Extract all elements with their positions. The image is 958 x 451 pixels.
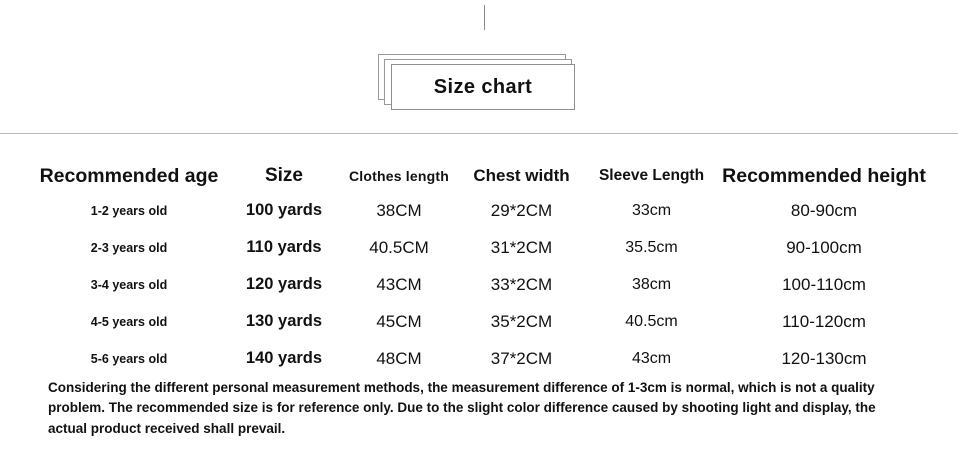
cell-sleeve: 43cm xyxy=(631,349,672,367)
page-title: Size chart xyxy=(433,75,533,98)
cell-height: 80-90cm xyxy=(790,200,858,220)
cell-length: 40.5CM xyxy=(369,237,429,257)
cell-length: 45CM xyxy=(376,311,422,331)
cell-length: 48CM xyxy=(376,348,422,368)
cell-size: 100 yards xyxy=(245,201,323,219)
cell-age: 3-4 years old xyxy=(90,277,168,292)
table-row xyxy=(29,303,929,340)
cell-size: 140 yards xyxy=(245,349,323,367)
column-header-sleeve-length: Sleeve Length xyxy=(598,167,705,184)
cell-length: 43CM xyxy=(376,274,422,294)
cell-height: 120-130cm xyxy=(781,348,867,368)
column-header-recommended-height: Recommended height xyxy=(722,164,926,187)
cell-chest: 29*2CM xyxy=(490,200,553,220)
cell-size: 120 yards xyxy=(245,275,323,293)
column-header-size: Size xyxy=(264,165,304,186)
table-row xyxy=(29,340,929,377)
cell-height: 110-120cm xyxy=(782,311,866,331)
cell-age: 2-3 years old xyxy=(90,240,168,255)
cell-sleeve: 33cm xyxy=(631,201,672,219)
column-header-clothes-length: Clothes length xyxy=(348,168,450,184)
cell-chest: 35*2CM xyxy=(490,311,553,331)
table-row xyxy=(29,266,929,303)
table-row xyxy=(29,192,929,229)
cell-chest: 37*2CM xyxy=(490,348,553,368)
table-row xyxy=(29,229,929,266)
size-table-container xyxy=(0,160,958,377)
cell-age: 4-5 years old xyxy=(90,314,168,329)
title-card-stack xyxy=(378,54,574,108)
cell-height: 100-110cm xyxy=(782,274,866,294)
cell-height: 90-100cm xyxy=(786,237,862,257)
cell-age: 1-2 years old xyxy=(90,203,168,218)
cell-sleeve: 38cm xyxy=(631,275,672,293)
header-divider xyxy=(0,133,958,134)
cell-size: 110 yards xyxy=(246,238,322,256)
cell-sleeve: 40.5cm xyxy=(625,312,678,330)
table-header-row xyxy=(29,160,929,192)
column-header-recommended-age: Recommended age xyxy=(39,164,219,187)
cell-chest: 31*2CM xyxy=(490,237,553,257)
disclaimer-note: Considering the different personal measurement methods, the measurement difference of 1-3cm is normal, which is not a quality problem. The recommended size is for reference only. Due to the slight color difference caused by shooting light and display, the actual product received shall prevail. xyxy=(48,380,876,436)
cell-chest: 33*2CM xyxy=(490,274,553,294)
cell-size: 130 yards xyxy=(245,312,323,330)
table-header xyxy=(29,160,929,192)
cell-sleeve: 35.5cm xyxy=(625,238,678,256)
table-body xyxy=(29,192,929,377)
size-table xyxy=(29,160,929,377)
tick-mark-icon xyxy=(484,5,485,30)
cell-length: 38CM xyxy=(376,200,422,220)
column-header-chest-width: Chest width xyxy=(473,166,570,185)
cell-age: 5-6 years old xyxy=(90,351,168,366)
title-card xyxy=(391,64,575,110)
header xyxy=(0,0,958,134)
